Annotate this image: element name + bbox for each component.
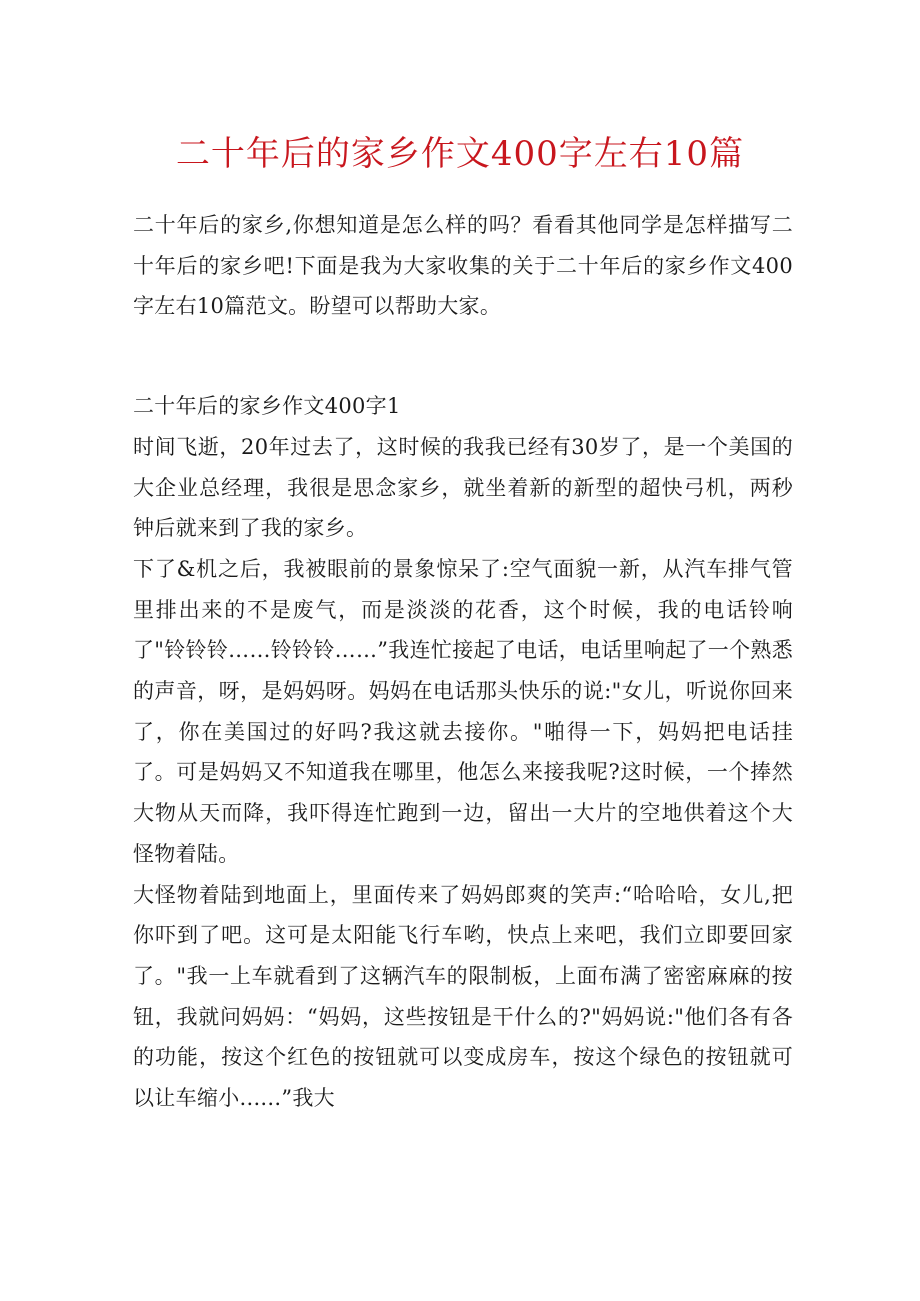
document-title: 二十年后的家乡作文400字左右10篇 <box>175 134 745 174</box>
intro-paragraph: 二十年后的家乡,你想知道是怎么样的吗？看看其他同学是怎样描写二十年后的家乡吧!下面是我为大家收集的关于二十年后的家乡作文400字左右10篇范文。盼望可以帮助大家。 <box>133 213 793 319</box>
body-paragraph: 下了&机之后，我被眼前的景象惊呆了:空气面貌一新，从汽车排气管里排出来的不是废气，而是淡淡的花香，这个时候，我的电话铃响了"铃铃铃……铃铃铃……”我连忙接起了电话，电话里响起了一个熟悉的声音，呀，是妈妈呀。妈妈在电话那头快乐的说:"女儿，听说你回来了，你在美国过的好吗?我这就去接你。"啪得一下，妈妈把电话挂了。可是妈妈又不知道我在哪里，他怎么来接我呢?这时候，一个捧然大物从天而降，我吓得连忙跑到一边，留出一大片的空地供着这个大怪物着陆。 <box>133 556 793 866</box>
section-heading: 二十年后的家乡作文400字1 <box>133 394 401 419</box>
body-paragraph: 时间飞逝，20年过去了，这时候的我我已经有30岁了，是一个美国的大企业总经理，我很是思念家乡，就坐着新的新型的超快弓机，两秒钟后就来到了我的家乡。 <box>133 434 793 541</box>
document-body <box>133 205 793 1119</box>
body-paragraph: 大怪物着陆到地面上，里面传来了妈妈郎爽的笑声:“哈哈哈，女儿,把你吓到了吧。这可是太阳能飞行车哟，快点上来吧，我们立即要回家了。"我一上车就看到了这辆汽车的限制板，上面布满了密密麻麻的按钮，我就问妈妈：“妈妈，这些按钮是干什么的?"妈妈说:"他们各有各的功能，按这个红色的按钮就可以变成房车，按这个绿色的按钮就可以让车缩小......”我大 <box>133 882 793 1111</box>
